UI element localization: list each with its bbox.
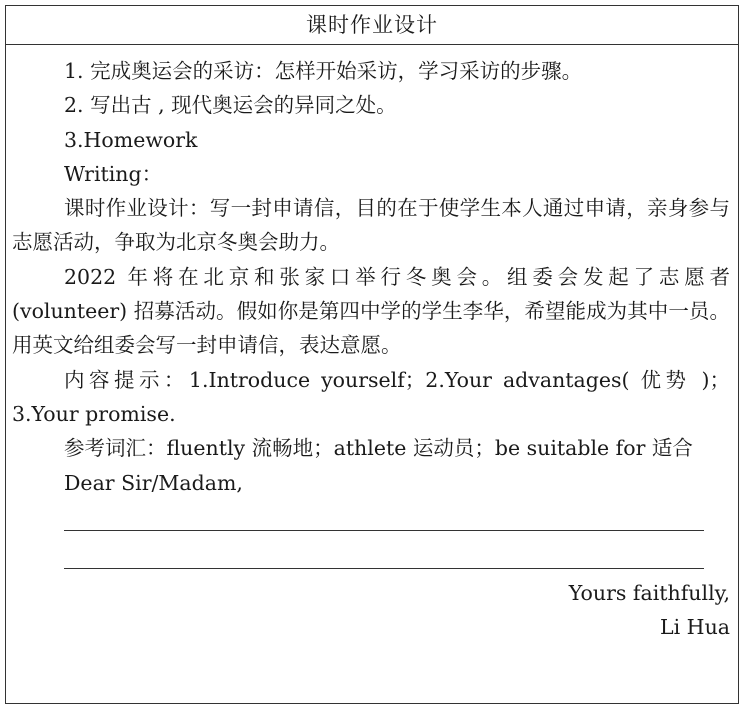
answer-line-1 — [12, 500, 730, 538]
letter-greeting: Dear Sir/Madam, — [64, 470, 243, 495]
content-hints: 内容提示：1.Introduce yourself；2.Your advantages( 优势 )；3.Your promise. — [12, 367, 730, 426]
task-1: 1. 完成奥运会的采访：怎样开始采访，学习采访的步骤。 — [64, 59, 583, 83]
assignment-content — [12, 54, 730, 644]
letter-closing: Yours faithfully, — [568, 580, 730, 605]
writing-scenario: 2022 年将在北京和张家口举行冬奥会。组委会发起了志愿者 (volunteer) 招募活动。假如你是第四中学的学生李华，希望能成为其中一员。用英文给组委会写一封申请信，表达意愿。 — [12, 264, 730, 358]
assignment-box — [5, 5, 739, 704]
reference-vocabulary: 参考词汇：fluently 流畅地；athlete 运动员；be suitable for 适合 — [64, 436, 693, 461]
writing-label: Writing： — [64, 161, 163, 186]
letter-signature: Li Hua — [660, 615, 730, 640]
page-title: 课时作业设计 — [6, 6, 738, 45]
answer-line-2 — [12, 538, 730, 576]
task-2: 2. 写出古 , 现代奥运会的异同之处。 — [64, 93, 397, 118]
task-3: 3.Homework — [64, 127, 198, 152]
writing-purpose: 课时作业设计：写一封申请信，目的在于使学生本人通过申请，亲身参与志愿活动，争取为北京冬奥会助力。 — [12, 196, 730, 255]
